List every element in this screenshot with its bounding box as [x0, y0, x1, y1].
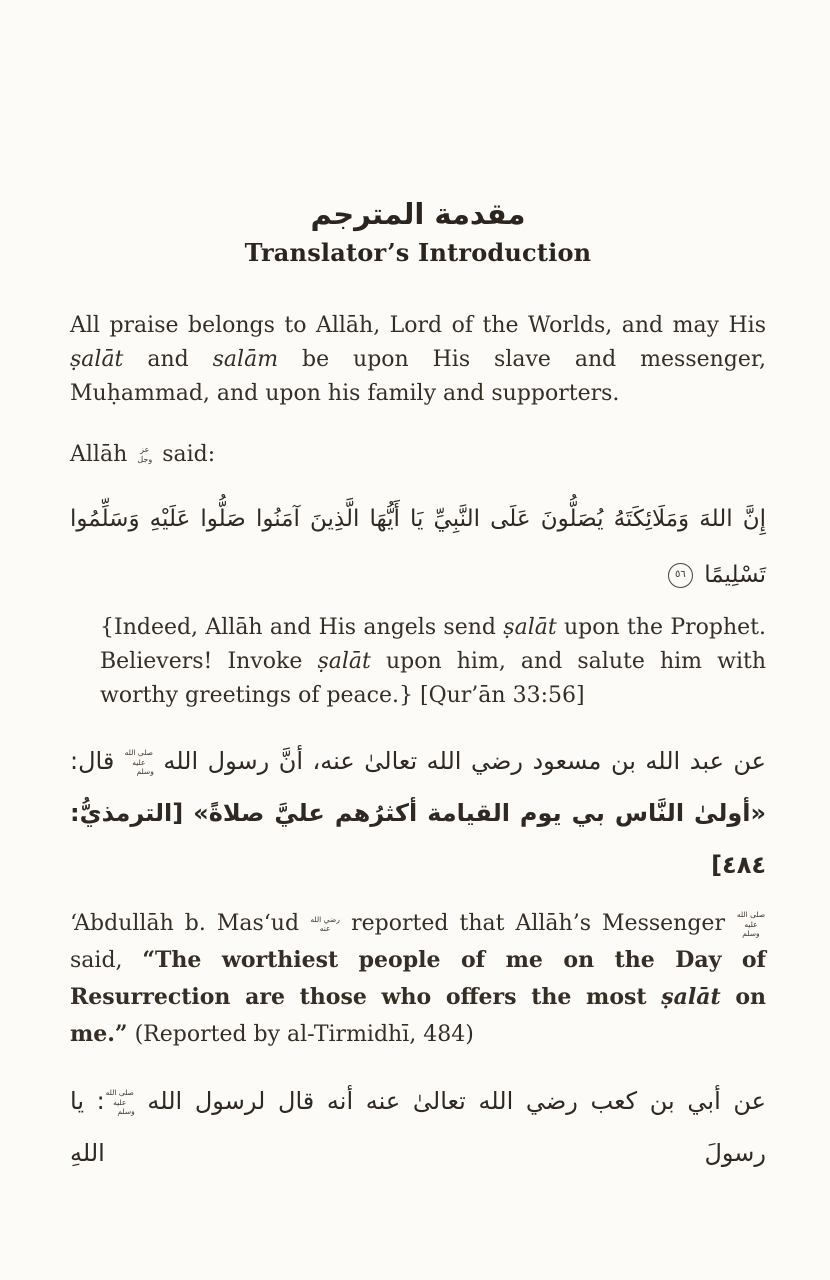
hadith-1-arabic-matn: «أولىٰ النَّاس بي يوم القيامة أكثرُهم عليَّ صلاةً» [الترمذيُّ: ٤٨٤]	[70, 799, 766, 880]
page-title-arabic: مقدمة المترجم	[310, 197, 526, 231]
hadith-1-arabic-isnad: عن عبد الله بن مسعود رضي الله تعالىٰ عنه، أنَّ رسول الله صلى الله عليه وسلم قال:	[70, 747, 767, 777]
salla-allahu-alayhi-wa-sallam-seal: صلى الله عليه وسلم	[124, 747, 154, 777]
page-title-english: Translator’s Introduction	[244, 237, 592, 267]
salla-allahu-alayhi-wa-sallam-seal: صلى الله عليه وسلم	[105, 1087, 135, 1117]
quran-verse-arabic: إِنَّ اللهَ وَمَلَائِكَتَهُ يُصَلُّونَ عَلَى النَّبِيِّ يَا أَيُّهَا الَّذِينَ آمَنُوا صَلُّوا عَلَيْهِ وَسَلِّمُوا تَسْلِيمًا ٥٦	[70, 506, 766, 589]
hadith-2-arabic-isnad: عن أبي بن كعب رضي الله تعالىٰ عنه أنه قال لرسول الله صلى الله عليه وسلم: يا رسولَ اللهِ	[70, 1087, 766, 1168]
ayah-end-marker: ٥٦	[668, 563, 693, 588]
intro-paragraph: All praise belongs to Allāh, Lord of the Worlds, and may His ṣalāt and salām be upon His slave and messenger, Muḥammad, and upon his family and supporters.	[70, 313, 767, 407]
azza-wa-jall-seal: عز وجل	[137, 445, 153, 465]
salla-allahu-alayhi-wa-sallam-seal: صلى الله عليه وسلم	[736, 909, 766, 939]
radi-allahu-anhu-seal: رضي الله عنه	[310, 914, 340, 934]
quran-verse-translation: {Indeed, Allāh and His angels send ṣalāt upon the Prophet. Believers! Invoke ṣalāt upon him, and salute him with worthy greetings of peace.} [Qur’ān 33:56]	[100, 615, 766, 709]
hadith-1-translation: ‘Abdullāh b. Mas‘ud رضي الله عنه reported that Allāh’s Messenger صلى الله عليه وسلم said, “The worthiest people of me on the Day of Resurrection are those who offers the most ṣalāt on me.” (Reported by al-Tirmidhī, 484)	[70, 909, 767, 1048]
hadith-1-arabic	[70, 735, 766, 891]
allah-said-line: Allāh عز وجل said:	[70, 442, 216, 468]
page-header	[70, 0, 766, 267]
